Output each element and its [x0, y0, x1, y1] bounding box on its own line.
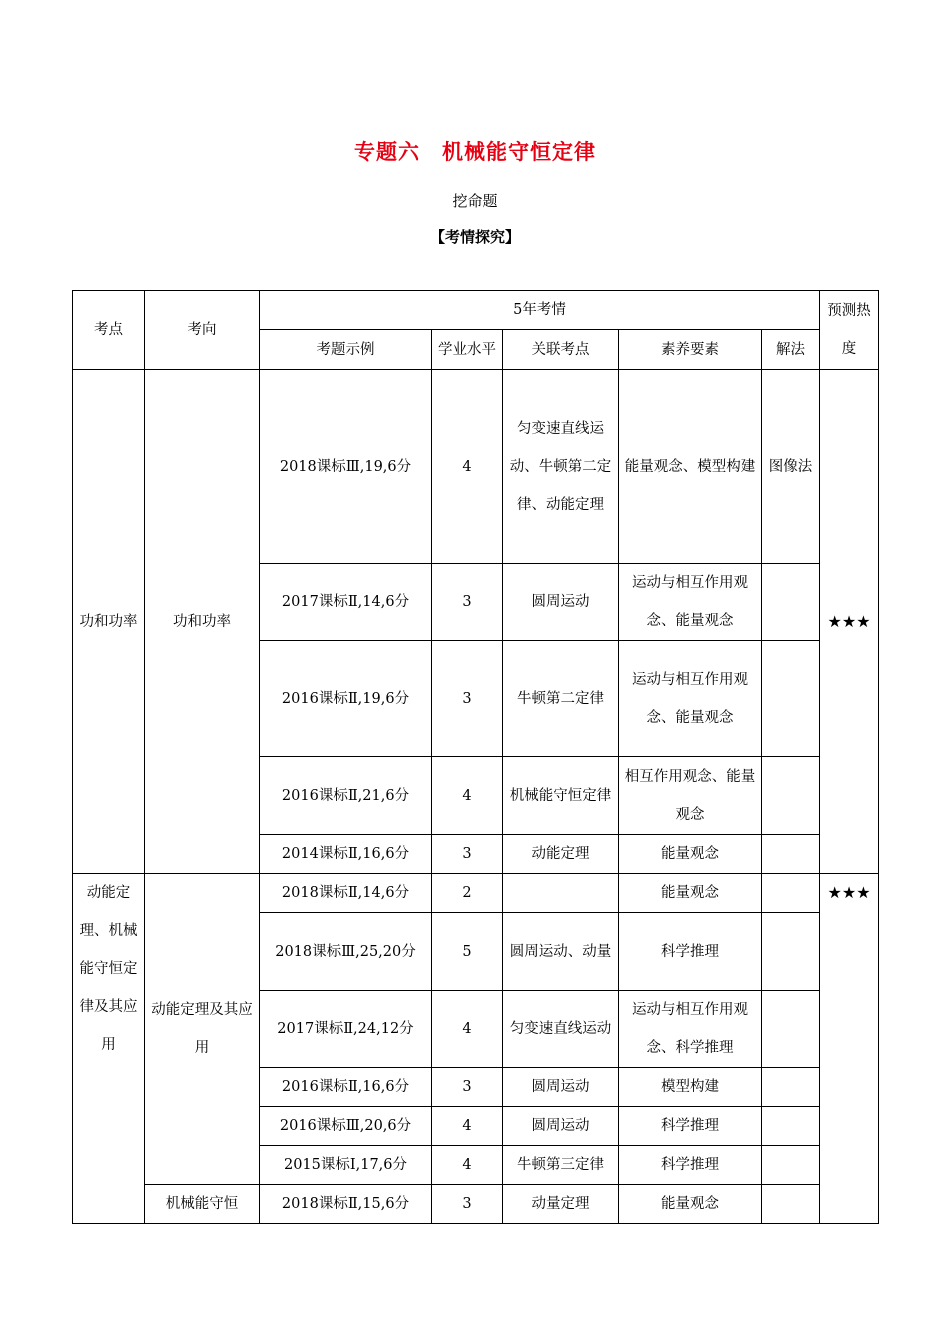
method-cell — [762, 1185, 820, 1224]
level-cell: 4 — [432, 370, 503, 564]
related-cell: 牛顿第二定律 — [503, 641, 619, 757]
level-cell: 3 — [432, 835, 503, 874]
table-row — [73, 874, 879, 913]
related-cell: 动能定理 — [503, 835, 619, 874]
example-cell: 2018课标Ⅲ,25,20分 — [260, 913, 432, 991]
method-cell — [762, 1107, 820, 1146]
literacy-cell: 相互作用观念、能量观念 — [619, 757, 762, 835]
example-cell: 2014课标Ⅱ,16,6分 — [260, 835, 432, 874]
example-cell: 2018课标Ⅱ,14,6分 — [260, 874, 432, 913]
example-cell: 2016课标Ⅱ,21,6分 — [260, 757, 432, 835]
method-cell: 图像法 — [762, 370, 820, 564]
literacy-cell: 科学推理 — [619, 1107, 762, 1146]
section-heading: 【考情探究】 — [429, 228, 520, 246]
header-forecast: 预测热度 — [820, 291, 879, 370]
example-cell: 2015课标Ⅰ,17,6分 — [260, 1146, 432, 1185]
literacy-cell: 运动与相互作用观念、能量观念 — [619, 564, 762, 641]
method-cell — [762, 641, 820, 757]
related-cell: 圆周运动、动量 — [503, 913, 619, 991]
header-example: 考题示例 — [260, 330, 432, 370]
literacy-cell: 运动与相互作用观念、能量观念 — [619, 641, 762, 757]
level-cell: 4 — [432, 1146, 503, 1185]
example-cell: 2016课标Ⅱ,16,6分 — [260, 1068, 432, 1107]
kaodian-cell: 功和功率 — [73, 370, 145, 874]
header-level: 学业水平 — [432, 330, 503, 370]
header-literacy: 素养要素 — [619, 330, 762, 370]
header-kaodian: 考点 — [73, 291, 145, 370]
related-cell: 圆周运动 — [503, 1068, 619, 1107]
method-cell — [762, 835, 820, 874]
method-cell — [762, 874, 820, 913]
method-cell — [762, 913, 820, 991]
literacy-cell: 运动与相互作用观念、科学推理 — [619, 991, 762, 1068]
level-cell: 5 — [432, 913, 503, 991]
level-cell: 4 — [432, 991, 503, 1068]
header-method: 解法 — [762, 330, 820, 370]
method-cell — [762, 1068, 820, 1107]
related-cell: 匀变速直线运动、牛顿第二定律、动能定理 — [503, 370, 619, 564]
literacy-cell: 能量观念 — [619, 835, 762, 874]
exam-analysis-table — [72, 290, 879, 1224]
related-cell: 圆周运动 — [503, 564, 619, 641]
page-title: 专题六 机械能守恒定律 — [354, 139, 596, 164]
kaoxiang-cell: 功和功率 — [145, 370, 260, 874]
header-kaoxiang: 考向 — [145, 291, 260, 370]
method-cell — [762, 757, 820, 835]
forecast-stars: ★★★ — [820, 370, 879, 874]
kaodian-cell: 动能定理、机械能守恒定律及其应用 — [73, 874, 145, 1224]
subtitle: 挖命题 — [452, 192, 498, 210]
example-cell: 2016课标Ⅲ,20,6分 — [260, 1107, 432, 1146]
example-cell: 2017课标Ⅱ,14,6分 — [260, 564, 432, 641]
literacy-cell: 模型构建 — [619, 1068, 762, 1107]
method-cell — [762, 1146, 820, 1185]
kaoxiang-cell: 机械能守恒 — [145, 1185, 260, 1224]
example-cell: 2017课标Ⅱ,24,12分 — [260, 991, 432, 1068]
literacy-cell: 科学推理 — [619, 913, 762, 991]
header-five-year: 5年考情 — [260, 291, 820, 330]
example-cell: 2018课标Ⅲ,19,6分 — [260, 370, 432, 564]
level-cell: 2 — [432, 874, 503, 913]
level-cell: 3 — [432, 564, 503, 641]
table-row — [73, 1185, 879, 1224]
level-cell: 4 — [432, 1107, 503, 1146]
literacy-cell: 能量观念 — [619, 874, 762, 913]
related-cell: 动量定理 — [503, 1185, 619, 1224]
forecast-stars: ★★★ — [820, 874, 879, 1224]
table-row — [73, 370, 879, 564]
header-related: 关联考点 — [503, 330, 619, 370]
literacy-cell: 能量观念 — [619, 1185, 762, 1224]
level-cell: 3 — [432, 1068, 503, 1107]
related-cell — [503, 874, 619, 913]
level-cell: 3 — [432, 1185, 503, 1224]
example-cell: 2016课标Ⅱ,19,6分 — [260, 641, 432, 757]
level-cell: 4 — [432, 757, 503, 835]
related-cell: 匀变速直线运动 — [503, 991, 619, 1068]
related-cell: 机械能守恒定律 — [503, 757, 619, 835]
method-cell — [762, 564, 820, 641]
level-cell: 3 — [432, 641, 503, 757]
kaoxiang-cell: 动能定理及其应用 — [145, 874, 260, 1185]
example-cell: 2018课标Ⅱ,15,6分 — [260, 1185, 432, 1224]
method-cell — [762, 991, 820, 1068]
literacy-cell: 科学推理 — [619, 1146, 762, 1185]
related-cell: 牛顿第三定律 — [503, 1146, 619, 1185]
related-cell: 圆周运动 — [503, 1107, 619, 1146]
literacy-cell: 能量观念、模型构建 — [619, 370, 762, 564]
